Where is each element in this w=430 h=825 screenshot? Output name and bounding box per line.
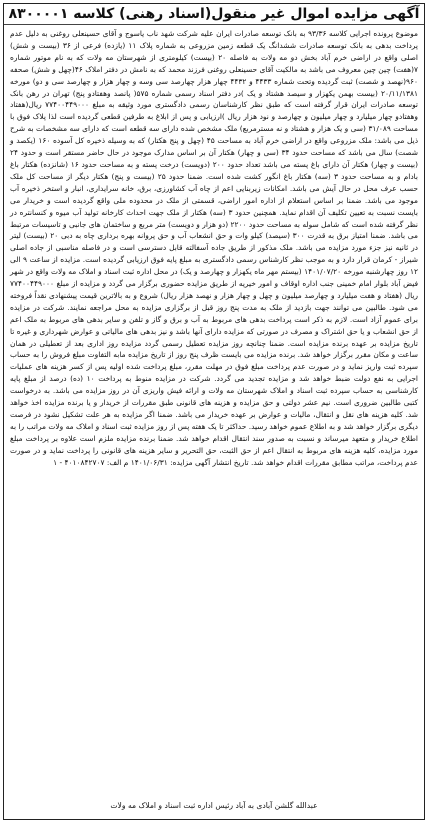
notice-signature [4,800,424,811]
notice-frame [3,3,425,820]
notice-body-container [4,25,424,800]
notice-body-text: موضوع پرونده اجرایی کلاسه ۹۳/۳۶ به بانک توسعه صادرات ایران علیه شرکت شهد ناب یاسوج و آقای حسینعلی روغنی به دلیل عدم پرداخت بدهی به بانک توسعه صادرات ششدانگ یک قطعه زمین مزروعی به شماره پلاک ۱۱ (یازده) فرعی از ۳۶ (بیست و شش) اصلی واقع در اراضی خرم آباد بخش دو مه ولات به فاصله ۲۰ (بیست) کیلومتری از شهرستان مه ولات که به نام موتور شماره ۷(هفت) چین چین معروف می باشد به مالکیت آقای حسینعلی روغنی فرزند محمد که به نامش در دفتر املاک ۴۶(چهل و شش) صحفه ۹۶۰(نهصد و شصت) ثبت گردیده وتحت شماره ۴۴۳۳ و ۴۴۳۲ چهار هزار چهارصد سی وسه و چهار هزار و چهارصد سی و دو) مورخه ۲۰/۱۱/۱۳۸۱ (بیست بهمن یکهزار و سیصد هشتاد و یک )در دفتر اسناد رسمی شماره ۵۷۵( پانصد وهفتادو پنج) تهران در رهن بانک توسعه صادرات ایران قرار گرفته است که طبق نظر کارشناسان رسمی دادگستری مورد وثیقه به مبلغ ۷۷۴۰۰۴۴۹۰۰۰ ریال(هفتاد وهفتادو چهار میلیارد و چهار میلیون و چهارصد و نود هزار ریال )ارزیابی و پس از ابلاغ به طرفین قطعی گردیده است لذا پلاک فوق با مساحت ۳۱/۰۸۹ (سی و یک هزار و هشتاد و نه مسترمربع) ملک مشخص شده دارای سه قطعه است که دارای سه مشخصات به شرح ذیل می باشد: ملک مزروعی واقع در اراضی خرم آباد به مساحت ۴۵ (چهل و پنج هکتار) که به وسیله ذخیره کل آسوده ۱۶۰ (یکصد و شصت) سال می باشد که مساحت حدود ۳۴ (سی و چهار) هکتار آن بر اساس مدارک موجود در حال حاضر مستقر است و حدود ۲۴ (بیست و چهار) هکتار آن دارای باغ پسته می باشد تعداد حدود ۲۰۰ (دویست) درخت پسته و به مساحت حدود ۱۶ (شانزده) هکتار باغ بادام و به مساحت حدود ۳ (سه) هکتار باغ انگور کشت شده است. ضمنا حدود ۲۵ (بیست و پنج) هکتار دیگر از مساحت کل ملک حسب عرف محل در حال آیش می باشد. امکانات زیربنایی اعم از چاه آب کشاورزی، برق، خانه سرایداری، انبار و استخر ذخیره آب موجود می باشد. ضمنا بر اساس استعلام از اداره امور اراضی، قسمتی از ملک در محدوده ملی واقع گردیده است و خریدار می بایست نسبت به تعیین تکلیف آن اقدام نماید. همچنین حدود ۳ (سه) هکتار از ملک جهت احداث کارخانه تولید آب میوه و کنسانتره در نظر گرفته شده است که شامل سوله به مساحت حدود ۲۲۰۰ (دو هزار و دویست) متر مربع و ساختمان های جانبی و تاسیسات مرتبط می باشد. ضمنا امتیاز برق به قدرت ۳۰۰ (سیصد) کیلو وات و حق انشعاب آب و حق پروانه بهره برداری چاه به دبی ۲۰ (بیست) لیتر در ثانیه نیز جزء مورد مزایده می باشد. ملک مذکور از طریق جاده آسفالته قابل دسترسی است و در فاصله مناسبی از جاده اصلی شیراز - کرمان قرار دارد و به موجب نظر کارشناس رسمی دادگستری به مبلغ پایه فوق ارزیابی گردیده است. مزایده از ساعت ۹ الی ۱۲ روز چهارشنبه مورخه ۱۴۰۱/۰۷/۲۰ (بیستم مهر ماه یکهزار و چهارصد و یک) در محل اداره ثبت اسناد و املاک مه ولات واقع در شهر فیض آباد بلوار امام خمینی جنب اداره اوقاف و امور خیریه از طریق مزایده حضوری برگزار می گردد و مزایده از مبلغ ۷۷۴۰۰۴۴۹۰۰۰ ریال (هفتاد و هفت میلیارد و چهارصد میلیون و چهل و چهار هزار و نهصد هزار ریال) شروع و به بالاترین قیمت پیشنهادی نقداً فروخته می شود. طالبین می توانند جهت بازدید از ملک به مدت پنج روز قبل از برگزاری مزایده به محل مراجعه نمایند. شرکت در مزایده برای عموم آزاد است. لازم به ذکر است پرداخت بدهی های مربوط به آب و برق و گاز و تلفن و سایر بدهی های مربوط به ملک اعم از حق انشعاب و یا حق اشتراک و مصرف در صورتی که مزایده دارای آنها باشد و نیز بدهی های مالیاتی و عوارض شهرداری و غیره تا تاریخ مزایده بر عهده برنده مزایده است. ضمنا چنانچه روز مزایده تعطیل رسمی گردد مزایده روز اداری بعد از تعطیلی در همان ساعت و مکان مقرر برگزار خواهد شد. برنده مزایده می بایست ظرف پنج روز از تاریخ مزایده مابه التفاوت مبلغ فروش را به حساب سپرده ثبت واریز نماید و در صورت عدم پرداخت مبلغ فوق در مهلت مقرر، مبلغ پرداخت شده اولیه پس از کسر هزینه های عملیات اجرایی به نفع دولت ضبط خواهد شد و مزایده تجدید می گردد. شرکت در مزایده منوط به پرداخت ۱۰ (ده) درصد از مبلغ پایه کارشناسی به حساب سپرده ثبت اسناد و املاک شهرستان مه ولات و ارائه فیش واریزی آن در روز مزایده می باشد. به درخواست کتبی طالبین ضروری است. نیم عشر دولتی و حق مزایده و هزینه های قانونی طبق مقررات از خریدار و یا برنده مزایده اخذ خواهد شد. کلیه هزینه های نقل و انتقال، مالیات و عوارض بر عهده خریدار می باشد. ضمنا اگر مزایده به هر علت تشکیل نشود در فرصت دیگری برگزار خواهد شد و به اطلاع عموم خواهد رسید. حداکثر تا یک هفته پس از روز مزایده ثبت اسناد و املاک مه ولات مراتب را به اطلاع خریدار و متعهد میرساند و نسبت به صدور سند انتقال اقدام خواهد شد. ضمنا برنده مزایده ملزم است علاوه بر پرداخت مبلغ مورد مزایده، کلیه هزینه های مربوط به انتقال اعم از حق الثبت، حق التحریر و سایر هزینه های قانونی را پرداخت نماید و در صورت عدم پرداخت، مراتب مطابق مقررات اقدام خواهد شد. تاریخ انتشار آگهی مزایده: ۱۴۰۱/۰۶/۳۱ م الف: ۴۰۱۰۸۴۲۷۰۷ - ۱ [10,29,419,467]
notice-title: آگهی مزایده اموال غیر منقول(اسناد رهنی) کلاسه ۸۳۰۰۰۰۱ [4,4,424,25]
signature-line: عبدالله گلشن آبادی به آباد رئیس اداره ثبت اسناد و املاک مه ولات [110,801,318,810]
